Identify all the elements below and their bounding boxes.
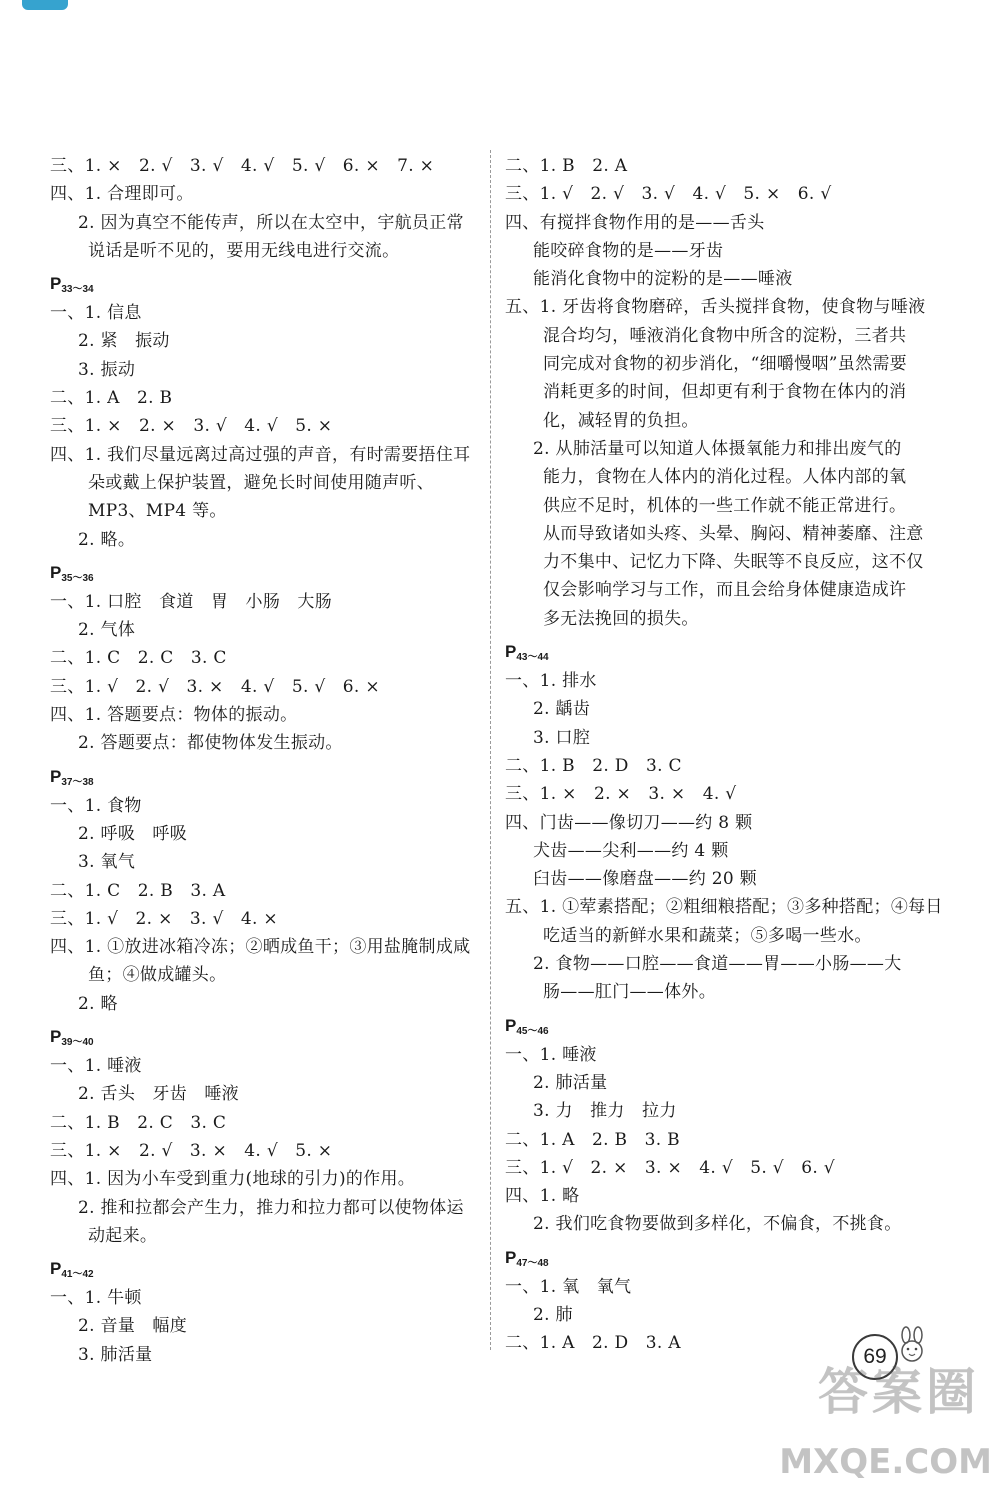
answer-line: 三、1. × 2. × 3. √ 4. √ 5. × bbox=[50, 416, 333, 437]
answer-line: 四、1. 略 bbox=[505, 1186, 580, 1207]
answer-line: 供应不足时，机体的一些工作就不能正常进行。 bbox=[543, 495, 907, 516]
answer-line: 四、1. ①放进冰箱冷冻；②晒成鱼干；③用盐腌制成咸 bbox=[50, 937, 471, 958]
answer-line: 犬齿——尖利——约 4 颗 bbox=[533, 840, 729, 861]
answer-line: 朵或戴上保护装置，避免长时间使用随声听、 bbox=[88, 472, 434, 493]
page-number: 69 bbox=[852, 1334, 898, 1380]
answer-line: 多无法挽回的损失。 bbox=[543, 608, 699, 629]
answer-line: 2. 呼吸 呼吸 bbox=[78, 823, 188, 844]
answer-line: 二、1. B 2. A bbox=[505, 156, 628, 176]
answer-line: 一、1. 唾液 bbox=[505, 1044, 597, 1065]
answer-line: 同完成对食物的初步消化，“细嚼慢咽”虽然需要 bbox=[543, 354, 907, 375]
answer-line: 一、1. 排水 bbox=[505, 671, 597, 692]
answer-line: 2. 从肺活量可以知道人体摄氧能力和排出废气的 bbox=[533, 438, 902, 459]
corner-tab-decoration bbox=[22, 0, 68, 10]
page-range-heading-41-42: $P_{41\sim 42}$ bbox=[50, 1259, 94, 1281]
answer-line: 二、1. B 2. C 3. C bbox=[50, 1112, 227, 1133]
answer-line: 2. 龋齿 bbox=[533, 699, 591, 720]
answer-line: 混合均匀，唾液消化食物中所含的淀粉，三者共 bbox=[543, 325, 907, 346]
answer-line: 二、1. C 2. C 3. C bbox=[50, 648, 227, 669]
answer-line: 一、1. 氧 氧气 bbox=[505, 1276, 632, 1297]
answer-line: 一、1. 唾液 bbox=[50, 1056, 142, 1077]
answer-line: 2. 音量 幅度 bbox=[78, 1316, 188, 1337]
page-range-heading-39-40: $P_{39\sim 40}$ bbox=[50, 1027, 94, 1049]
answer-line: 从而导致诸如头疼、头晕、胸闷、精神萎靡、注意 bbox=[543, 523, 924, 544]
answer-line: 五、1. ①荤素搭配；②粗细粮搭配；③多种搭配；④每日 bbox=[505, 897, 943, 918]
page-range-heading-35-36: $P_{35\sim 36}$ bbox=[50, 562, 94, 584]
answer-line: 动起来。 bbox=[88, 1225, 158, 1246]
page-range-heading-37-38: $P_{37\sim 38}$ bbox=[50, 766, 94, 788]
answer-line: 二、1. B 2. D 3. C bbox=[505, 755, 682, 776]
answer-line: 四、有搅拌食物作用的是——舌头 bbox=[505, 212, 765, 233]
answer-line: 一、1. 信息 bbox=[50, 303, 142, 324]
answer-line: 三、1. √ 2. × 3. × 4. √ 5. √ 6. √ bbox=[505, 1157, 835, 1178]
answer-line: 消耗更多的时间，但却更有利于食物在体内的消 bbox=[543, 382, 907, 403]
answer-line: 3. 氧气 bbox=[78, 852, 136, 873]
answer-line: 三、1. √ 2. × 3. √ 4. × bbox=[50, 908, 278, 929]
answer-line: 肠——肛门——体外。 bbox=[543, 982, 716, 1003]
answer-line: 鱼；④做成罐头。 bbox=[88, 965, 227, 986]
column-divider bbox=[490, 150, 491, 1350]
answer-line: 二、1. A 2. D 3. A bbox=[505, 1333, 681, 1354]
answer-line: 四、1. 答题要点：物体的振动。 bbox=[50, 705, 298, 726]
answer-line: 2. 略 bbox=[78, 993, 118, 1014]
answer-line: 四、1. 我们尽量远离过高过强的声音，有时需要捂住耳 bbox=[50, 444, 471, 465]
answer-line: 仅会影响学习与工作，而且会给身体健康造成许 bbox=[543, 580, 907, 601]
page-range-heading-47-48: $P_{47\sim 48}$ bbox=[505, 1247, 549, 1269]
page-range-heading-33-34: $P_{33\sim 34}$ bbox=[50, 274, 94, 296]
watermark-logo-text: 答案圈 bbox=[818, 1363, 980, 1421]
answer-column-right bbox=[505, 152, 945, 1354]
answer-line: 2. 紧 振动 bbox=[78, 331, 170, 352]
answer-line: 2. 答题要点：都使物体发生振动。 bbox=[78, 733, 343, 754]
answer-line: 五、1. 牙齿将食物磨碎，舌头搅拌食物，使食物与唾液 bbox=[505, 297, 926, 318]
answer-line: 2. 气体 bbox=[78, 620, 136, 641]
answer-line: 2. 略。 bbox=[78, 529, 136, 550]
answer-line: 四、门齿——像切刀——约 8 颗 bbox=[505, 812, 753, 833]
answer-line: 吃适当的新鲜水果和蔬菜；⑤多喝一些水。 bbox=[543, 925, 872, 946]
answer-line: 3. 口腔 bbox=[533, 727, 591, 748]
answer-line: 2. 食物——口腔——食道——胃——小肠——大 bbox=[533, 954, 902, 975]
answer-line: 三、1. × 2. × 3. × 4. √ bbox=[505, 784, 737, 805]
answer-line: 说话是听不见的，要用无线电进行交流。 bbox=[88, 240, 400, 261]
answer-line: 三、1. √ 2. √ 3. √ 4. √ 5. × 6. √ bbox=[505, 184, 832, 205]
answer-line: 能力，食物在人体内的消化过程。人体内部的氧 bbox=[543, 467, 907, 488]
site-watermark bbox=[732, 1352, 992, 1482]
answer-line: 臼齿——像磨盘——约 20 颗 bbox=[533, 869, 757, 890]
page-range-heading-45-46: $P_{45\sim 46}$ bbox=[505, 1015, 549, 1037]
answer-line: MP3、MP4 等。 bbox=[88, 501, 227, 522]
answer-line: 三、1. × 2. √ 3. √ 4. √ 5. √ 6. × 7. × bbox=[50, 156, 435, 176]
answer-line: 一、1. 牛顿 bbox=[50, 1288, 142, 1309]
answer-line: 四、1. 因为小车受到重力(地球的引力)的作用。 bbox=[50, 1169, 416, 1190]
answer-line: 三、1. × 2. √ 3. × 4. √ 5. × bbox=[50, 1140, 333, 1161]
answer-line: 2. 因为真空不能传声，所以在太空中，宇航员正常 bbox=[78, 212, 464, 233]
answer-line: 二、1. A 2. B 3. B bbox=[505, 1129, 680, 1150]
answer-line: 能消化食物中的淀粉的是——唾液 bbox=[533, 269, 793, 290]
answer-line: 二、1. A 2. B bbox=[50, 388, 173, 409]
answer-line: 四、1. 合理即可。 bbox=[50, 184, 194, 205]
answer-line: 3. 肺活量 bbox=[78, 1344, 153, 1365]
answer-line: 2. 我们吃食物要做到多样化，不偏食，不挑食。 bbox=[533, 1214, 902, 1235]
answer-line: 2. 肺 bbox=[533, 1304, 573, 1325]
answer-line: 2. 舌头 牙齿 唾液 bbox=[78, 1084, 239, 1105]
answer-line: 3. 力 推力 拉力 bbox=[533, 1101, 677, 1122]
answer-line: 二、1. C 2. B 3. A bbox=[50, 880, 226, 901]
answer-line: 2. 推和拉都会产生力，推力和拉力都可以使物体运 bbox=[78, 1197, 464, 1218]
page-range-heading-43-44: $P_{43\sim 44}$ bbox=[505, 642, 549, 664]
answer-line: 2. 肺活量 bbox=[533, 1072, 608, 1093]
answer-line: 一、1. 口腔 食道 胃 小肠 大肠 bbox=[50, 591, 333, 612]
answer-line: 化，减轻胃的负担。 bbox=[543, 410, 699, 431]
answer-line: 力不集中、记忆力下降、失眠等不良反应，这不仅 bbox=[543, 552, 924, 573]
answer-column-left bbox=[50, 152, 480, 1365]
answer-line: 能咬碎食物的是——牙齿 bbox=[533, 240, 724, 261]
watermark-url: MXQE.COM bbox=[779, 1442, 992, 1482]
answer-line: 3. 振动 bbox=[78, 359, 136, 380]
answer-line: 三、1. √ 2. √ 3. × 4. √ 5. √ 6. × bbox=[50, 676, 380, 697]
answer-line: 一、1. 食物 bbox=[50, 795, 142, 816]
